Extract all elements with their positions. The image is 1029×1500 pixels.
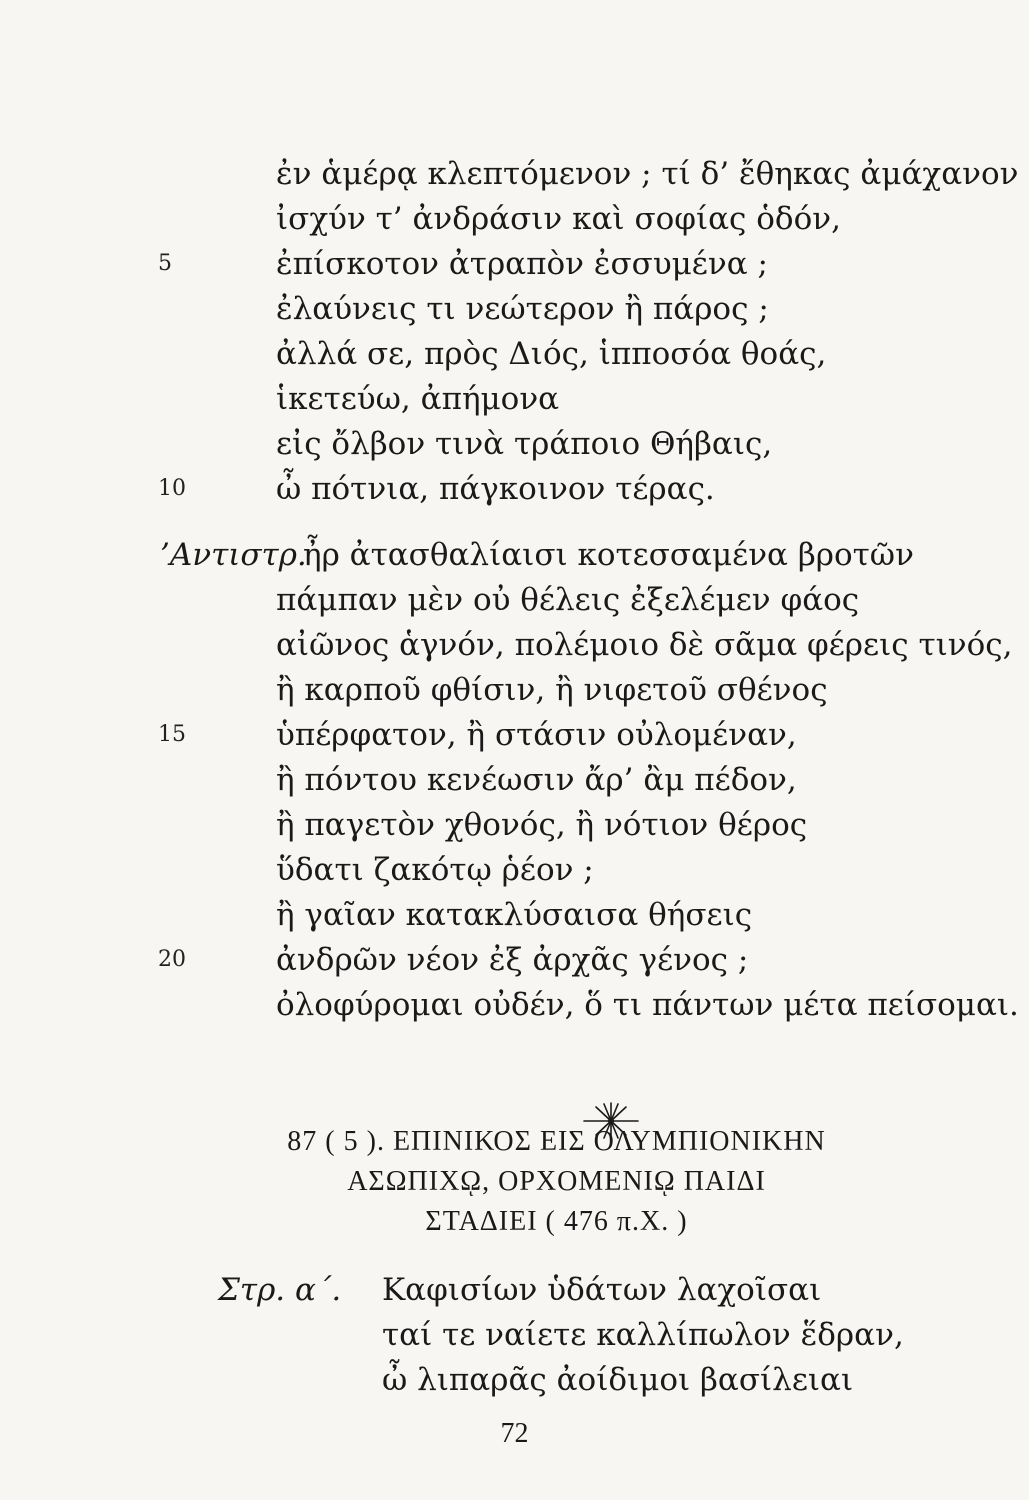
verse-line: ὦ πότνια, πάγκοινον τέρας. (276, 471, 715, 507)
verse-line: πάμπαν μὲν οὐ θέλεις ἐξελέμεν φάος (276, 582, 860, 618)
verse-line: Καφισίων ὑδάτων λαχοῖσαι (382, 1272, 822, 1308)
verse-line: ἐλαύνεις τι νεώτερον ἢ πάρος ; (276, 291, 769, 327)
stanza-label-antistrophe: ’Αντιστρ. (160, 537, 307, 573)
poem-heading-line-1: 87 ( 5 ). ΕΠΙΝΙΚΟΣ ΕΙΣ ΟΛΥΜΠΙΟΝΙΚΗΝ (287, 1126, 826, 1157)
line-number: 10 (158, 476, 186, 501)
verse-line: ἢ γαῖαν κατακλύσαισα θήσεις (276, 897, 753, 933)
verse-line: ἀνδρῶν νέον ἐξ ἀρχᾶς γένος ; (276, 942, 749, 978)
verse-line: ἱκετεύω, ἀπήμονα (276, 381, 560, 417)
verse-line: εἰς ὄλβον τινὰ τράποιο Θήβαις, (276, 426, 773, 462)
verse-line: ἰσχύν τ’ ἀνδράσιν καὶ σοφίας ὁδόν, (276, 201, 841, 237)
page-number: 72 (500, 1418, 529, 1449)
line-number: 15 (158, 722, 186, 747)
verse-line: ὀλοφύρομαι οὐδέν, ὅ τι πάντων μέτα πείσομαι. (276, 987, 1019, 1023)
verse-line: ἢ παγετὸν χθονός, ἢ νότιον θέρος (276, 807, 808, 843)
verse-line: ἀλλά σε, πρὸς Διός, ἱπποσόα θοάς, (276, 336, 827, 372)
poem-heading-line-3: ΣΤΑΔΙΕΙ ( 476 π.Χ. ) (425, 1206, 688, 1237)
poem-heading-line-2: ΑΣΩΠΙΧῼ, ΟΡΧΟΜΕΝΙῼ ΠΑΙΔΙ (347, 1166, 766, 1197)
verse-line: ταί τε ναίετε καλλίπωλον ἕδραν, (382, 1317, 904, 1353)
verse-line: αἰῶνος ἁγνόν, πολέμοιο δὲ σᾶμα φέρεις τινός, (276, 627, 1013, 663)
verse-line: ἐπίσκοτον ἀτραπὸν ἐσσυμένα ; (276, 246, 768, 282)
verse-line: ὕδατι ζακότῳ ῥέον ; (276, 852, 594, 888)
line-number: 20 (158, 947, 186, 972)
verse-line: ἢ πόντου κενέωσιν ἄρ’ ἂμ πέδον, (276, 762, 797, 798)
line-number: 5 (158, 251, 172, 276)
verse-line: ὑπέρφατον, ἢ στάσιν οὐλομέναν, (276, 717, 797, 753)
verse-line: ὦ λιπαρᾶς ἀοίδιμοι βασίλειαι (382, 1362, 854, 1398)
verse-line: ἐν ἁμέρᾳ κλεπτόμενον ; τί δ’ ἔθηκας ἀμάχανον (276, 156, 1019, 192)
verse-line: ἦρ ἀτασθαλίαισι κοτεσσαμένα βροτῶν (303, 537, 914, 573)
stanza-label-strophe: Στρ. α΄. (218, 1272, 342, 1308)
verse-line: ἢ καρποῦ φθίσιν, ἢ νιφετοῦ σθένος (276, 672, 828, 708)
